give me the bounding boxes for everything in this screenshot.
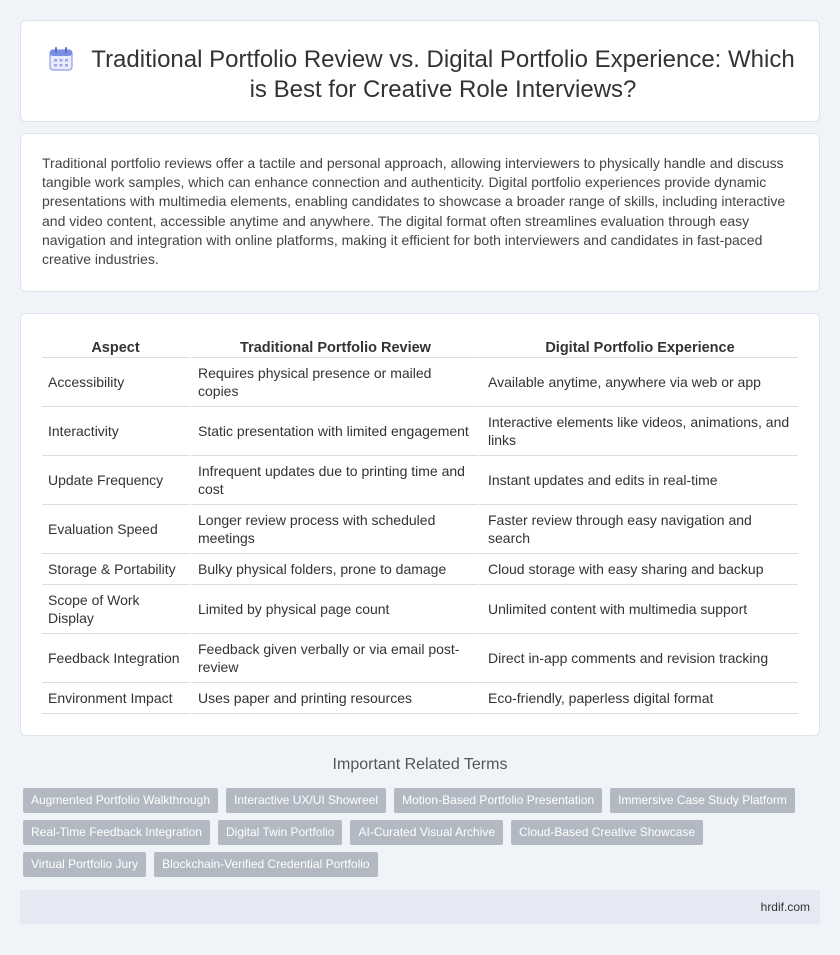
cell-digital: Interactive elements like videos, animations, and links bbox=[479, 407, 798, 456]
cell-traditional: Limited by physical page count bbox=[189, 585, 479, 634]
header-digital: Digital Portfolio Experience bbox=[479, 334, 798, 358]
related-terms-heading: Important Related Terms bbox=[332, 756, 508, 773]
table-row bbox=[42, 407, 798, 456]
table-header-row bbox=[42, 334, 798, 358]
cell-aspect: Storage & Portability bbox=[42, 554, 189, 585]
cell-aspect: Update Frequency bbox=[42, 456, 189, 505]
header-traditional: Traditional Portfolio Review bbox=[189, 334, 479, 358]
header-aspect: Aspect bbox=[42, 334, 189, 358]
cell-digital: Faster review through easy navigation and search bbox=[479, 505, 798, 554]
cell-traditional: Bulky physical folders, prone to damage bbox=[189, 554, 479, 585]
page-title: Traditional Portfolio Review vs. Digital Portfolio Experience: Which is Best for Creative Role Interviews? bbox=[91, 46, 795, 103]
related-term-tag[interactable]: AI-Curated Visual Archive bbox=[350, 820, 503, 845]
related-term-tag[interactable]: Immersive Case Study Platform bbox=[610, 788, 795, 813]
footer-site-link[interactable]: hrdif.com bbox=[760, 900, 810, 914]
table-row bbox=[42, 358, 798, 407]
comparison-card bbox=[20, 313, 820, 736]
related-term-tag[interactable]: Cloud-Based Creative Showcase bbox=[511, 820, 703, 845]
table-row bbox=[42, 634, 798, 683]
related-term-tag[interactable]: Real-Time Feedback Integration bbox=[23, 820, 210, 845]
cell-traditional: Static presentation with limited engagement bbox=[189, 407, 479, 456]
cell-digital: Direct in-app comments and revision tracking bbox=[479, 634, 798, 683]
related-terms-list bbox=[23, 788, 803, 884]
cell-aspect: Accessibility bbox=[42, 358, 189, 407]
cell-traditional: Uses paper and printing resources bbox=[189, 683, 479, 714]
title-card bbox=[20, 20, 820, 122]
related-term-tag[interactable]: Virtual Portfolio Jury bbox=[23, 852, 146, 877]
cell-aspect: Interactivity bbox=[42, 407, 189, 456]
related-term-tag[interactable]: Blockchain-Verified Credential Portfolio bbox=[154, 852, 377, 877]
cell-digital: Available anytime, anywhere via web or app bbox=[479, 358, 798, 407]
table-row bbox=[42, 505, 798, 554]
related-term-tag[interactable]: Interactive UX/UI Showreel bbox=[226, 788, 386, 813]
cell-traditional: Feedback given verbally or via email post-review bbox=[189, 634, 479, 683]
cell-aspect: Evaluation Speed bbox=[42, 505, 189, 554]
table-row bbox=[42, 683, 798, 714]
related-term-tag[interactable]: Digital Twin Portfolio bbox=[218, 820, 343, 845]
cell-traditional: Longer review process with scheduled meetings bbox=[189, 505, 479, 554]
cell-digital: Eco-friendly, paperless digital format bbox=[479, 683, 798, 714]
footer bbox=[20, 890, 820, 924]
cell-digital: Instant updates and edits in real-time bbox=[479, 456, 798, 505]
intro-paragraph: Traditional portfolio reviews offer a tactile and personal approach, allowing interviewers to physically handle and discuss tangible work samples, which can enhance connection and authenticity. Digital portfolio experiences provide dynamic presentations with multimedia elements, enabling candidates to showcase a broader range of skills, including interactive and video content, accessible anytime and anywhere. The digital format often streamlines evaluation through easy navigation and integration with online platforms, making it efficient for both interviewers and candidates in fast-paced creative industries. bbox=[42, 155, 786, 268]
cell-digital: Cloud storage with easy sharing and backup bbox=[479, 554, 798, 585]
comparison-table bbox=[42, 334, 798, 714]
cell-digital: Unlimited content with multimedia support bbox=[479, 585, 798, 634]
cell-traditional: Infrequent updates due to printing time and cost bbox=[189, 456, 479, 505]
table-row bbox=[42, 456, 798, 505]
cell-traditional: Requires physical presence or mailed copies bbox=[189, 358, 479, 407]
cell-aspect: Scope of Work Display bbox=[42, 585, 189, 634]
related-term-tag[interactable]: Augmented Portfolio Walkthrough bbox=[23, 788, 218, 813]
table-row bbox=[42, 585, 798, 634]
cell-aspect: Feedback Integration bbox=[42, 634, 189, 683]
related-term-tag[interactable]: Motion-Based Portfolio Presentation bbox=[394, 788, 602, 813]
calendar-icon bbox=[48, 46, 74, 72]
intro-card bbox=[20, 133, 820, 292]
table-row bbox=[42, 554, 798, 585]
cell-aspect: Environment Impact bbox=[42, 683, 189, 714]
